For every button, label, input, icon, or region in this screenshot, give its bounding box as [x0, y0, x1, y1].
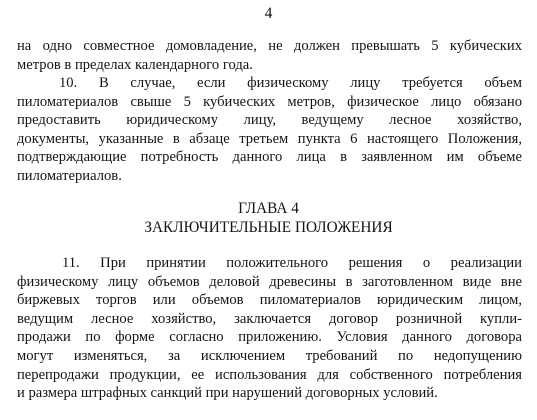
text-line: пиломатериалов свыше 5 кубических метров, физическое лицо обязано [17, 93, 522, 110]
text-line: на одно совместное домовладение, не должен превышать 5 кубических [17, 38, 522, 54]
text-line: ведущим лесное хозяйство, заключается договор розничной купли- [17, 310, 522, 327]
text-line: биржевых торгов или объемов пиломатериалов юридическим лицом, [17, 292, 522, 309]
text-line: продажи по форме согласно приложению. Условия данного договора [17, 329, 522, 346]
text-line: и размера штрафных санкций при нарушений договорных условий. [17, 385, 438, 402]
paragraph-continuation [17, 37, 522, 74]
paragraph-11 [17, 254, 522, 403]
text-line: метров в пределах календарного года. [17, 56, 253, 73]
page-number: 4 [264, 5, 273, 22]
text-line: могут изменяться, за исключением требований по недопущению [17, 347, 522, 364]
paragraph-10 [17, 74, 522, 186]
text-line: предоставить юридическому лицу, ведущему лесное хозяйство, [17, 112, 522, 129]
text-line: пиломатериалов. [17, 167, 122, 184]
text-line: 10. В случае, если физическому лицу требуется объем [59, 75, 522, 91]
text-line: перепродажи продукции, ее использования для собственного потребления [17, 366, 522, 383]
text-line: 11. При принятии положительного решения о реализации [62, 255, 522, 271]
chapter-title: ГЛАВА 4 [238, 200, 299, 217]
text-line: подтверждающие потребность данного лица в заявленном им объеме [17, 149, 522, 166]
chapter-subtitle: ЗАКЛЮЧИТЕЛЬНЫЕ ПОЛОЖЕНИЯ [144, 219, 393, 236]
text-line: документы, указанные в абзаце третьем пункта 6 настоящего Положения, [17, 130, 522, 147]
text-line: физическому лицу объемов деловой древесины в заготовленном виде вне [17, 273, 522, 290]
